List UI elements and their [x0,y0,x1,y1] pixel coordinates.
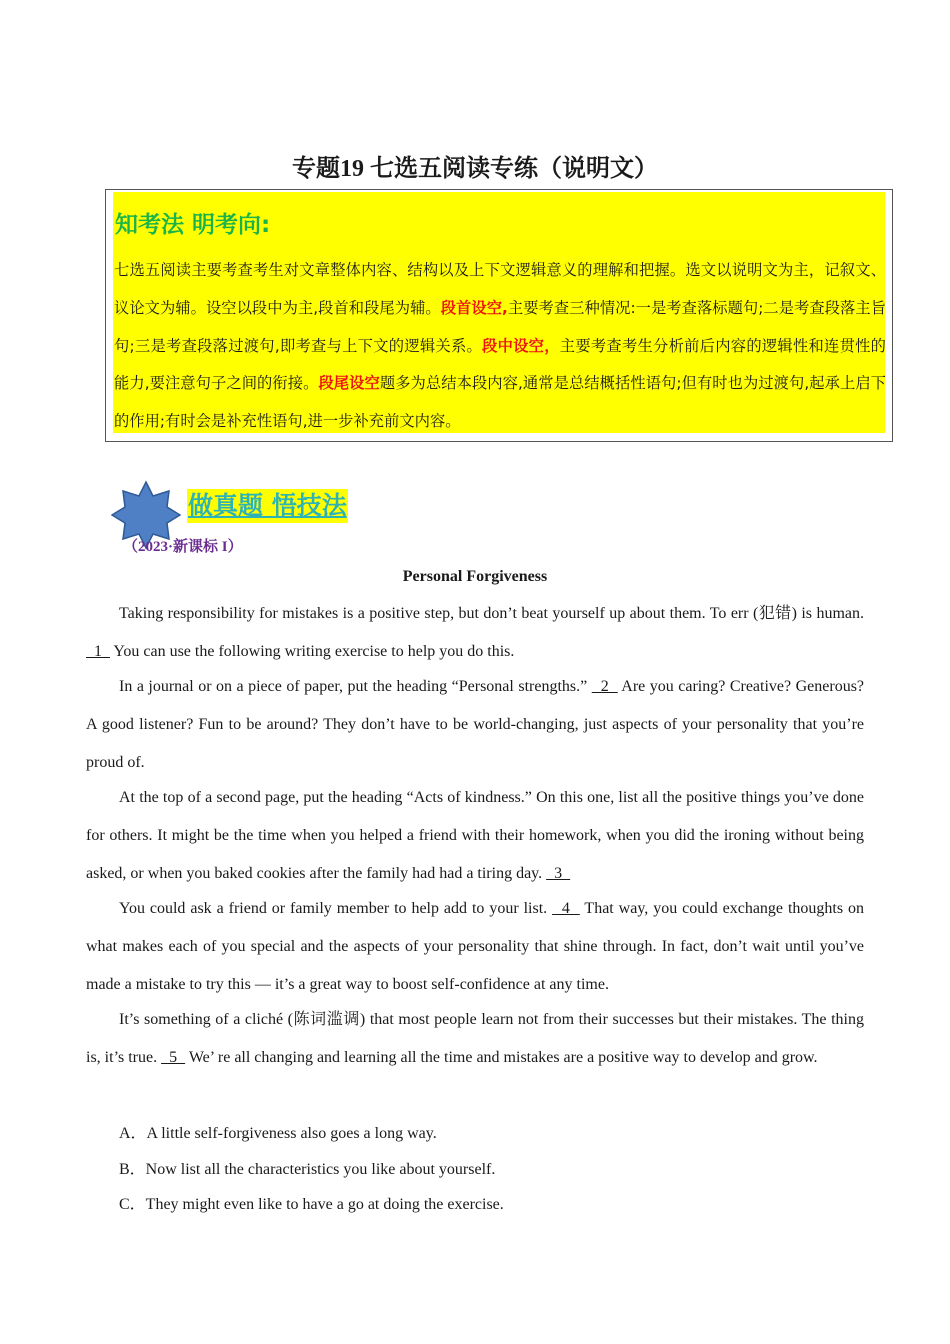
paragraph-2 [86,668,864,782]
guide-emphasis-paragraph-end: 段尾设空 [318,374,380,393]
guide-text-4: 题多为总结本段内容,通常是总结概括性语句;但有时也为过渡句,起承上启下的作用;有时会是补充性语句,进一步补充前文内容。 [114,374,886,431]
guide-emphasis-paragraph-start: 段首设空, [440,298,508,317]
blank-2: 2 [591,678,618,695]
paragraph-4 [86,890,864,1004]
blank-1: 1 [86,643,110,660]
guide-text-2: 主要考查三种情况:一是考查落标题句;二是考查段落主旨句;三是考查段落过渡句,即考查与上下文的逻辑关系。 [114,298,887,355]
paragraph-1 [86,595,864,671]
paragraph-5 [86,1001,864,1077]
exam-guide-box [105,189,893,442]
exam-guide-text [114,252,886,441]
paragraph-text: You can use the following writing exercise to help you do this. [110,643,515,660]
paragraph-text: We’ re all changing and learning all the time and mistakes are a positive way to develop and grow. [185,1049,818,1066]
paragraph-text: Are you caring? Creative? Generous? A good listener? Fun to be around? They don’t have to be world-changing, just aspects of your personality that you’re proud of. [86,678,865,771]
exam-guide-heading: 知考法 明考向: [115,212,271,238]
option-b: B．Now list all the characteristics you like about yourself. [119,1160,496,1178]
paragraph-text: You could ask a friend or family member to help add to your list. [119,900,553,917]
blank-5: 5 [161,1049,186,1066]
exam-guide-highlight [113,192,885,433]
guide-text-1: 七选五阅读主要考查考生对文章整体内容、结构以及上下文逻辑意义的理解和把握。选文以说明文为主，记叙文、议论文为辅。设空以段中为主,段首和段尾为辅。 [114,261,886,317]
passage-body [86,595,864,1074]
exam-source: （2023·新课标 I） [123,539,243,555]
paragraph-text: Taking responsibility for mistakes is a positive step, but don’t beat yourself up about them. To err (犯错) is human. [119,605,864,622]
blank-4: 4 [552,900,580,917]
page-title: 专题19 七选五阅读专练（说明文） [292,156,658,182]
passage-title: Personal Forgiveness [402,568,548,585]
paragraph-text: In a journal or on a piece of paper, put the heading “Personal strengths.” [119,678,592,695]
answer-options [119,1116,504,1223]
practice-heading: 做真题 悟技法 [187,489,348,523]
blank-3: 3 [546,865,571,882]
guide-emphasis-paragraph-middle: 段中设空， [482,336,560,355]
paragraph-text: At the top of a second page, put the heading “Acts of kindness.” On this one, list all the positive things you’ve done for others. It might be the time when you helped a friend with their homework, when you did the ironing without being asked, or when you baked cookies after the family had had a tiring day. [86,789,864,882]
guide-text-3: 主要考查考生分析前后内容的逻辑性和连贯性的能力,要注意句子之间的衔接。 [114,336,886,393]
paragraph-text: It’s something of a cliché (陈词滥调) that most people learn not from their successes but their mistakes. The thing is, it’s true. [86,1011,864,1066]
option-c: C．They might even like to have a go at doing the exercise. [119,1196,504,1213]
option-a: A．A little self-forgiveness also goes a long way. [119,1125,437,1142]
paragraph-3 [86,779,864,893]
paragraph-text: That way, you could exchange thoughts on what makes each of you special and the aspects of your personality that shine through. In fact, don’t wait until you’ve made a mistake to try this — it’s a great way to boost self-confidence at any time. [86,900,865,993]
